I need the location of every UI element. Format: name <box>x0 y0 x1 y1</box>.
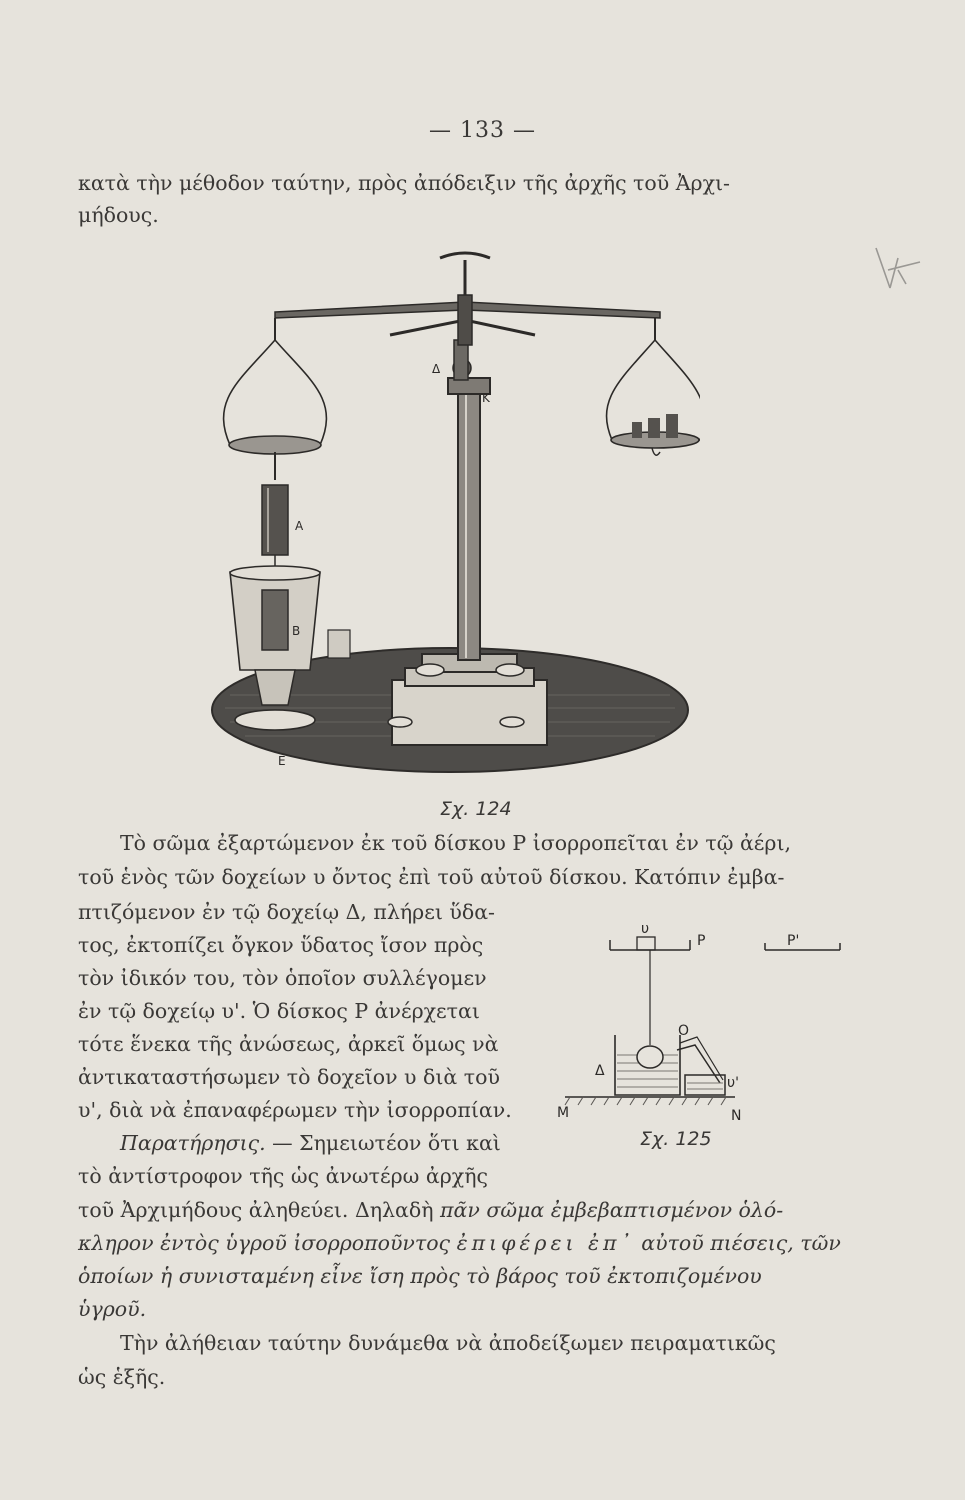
text-line: τοῦ ἑνὸς τῶν δοχείων υ ὄντος ἐπὶ τοῦ αὐτοῦ δίσκου. Κατόπιν ἐμβα- <box>78 865 785 889</box>
figure-label: A <box>295 519 304 533</box>
figure-label: Δ <box>595 1063 605 1079</box>
principle-text: αὐτοῦ πιέσεις, τῶν <box>634 1231 841 1255</box>
figure-label: P' <box>787 933 800 949</box>
figure-124-caption: Σχ. 124 <box>440 798 512 820</box>
text-line: τὸν ἰδικόν του, τὸν ὁποῖον συλλέγομεν <box>78 966 487 990</box>
figure-label: υ <box>641 921 650 937</box>
figure-label: υ' <box>727 1075 739 1091</box>
text-line: τὸ ἀντίστροφον τῆς ὡς ἀνωτέρω ἀρχῆς <box>78 1164 488 1188</box>
text-line: τος, ἐκτοπίζει ὄγκον ὕδατος ἴσον πρὸς <box>78 933 484 957</box>
principle-line: ὑγροῦ. <box>78 1297 147 1321</box>
page-number: — 133 — <box>429 118 536 143</box>
figure-label: M <box>557 1105 570 1121</box>
text-line: υ', διὰ νὰ ἐπαναφέρωμεν τὴν ἰσορροπίαν. <box>78 1098 512 1122</box>
remark-text: — Σημειωτέον ὅτι καὶ <box>265 1131 501 1155</box>
figure-label: O <box>678 1023 690 1039</box>
principle-spaced: ἐπιφέρει ἐπ᾽ <box>456 1231 635 1255</box>
text-line: ἐν τῷ δοχείῳ υ'. Ὁ δίσκος P ἀνέρχεται <box>78 999 480 1023</box>
figure-label: N <box>731 1108 742 1124</box>
text-line: κατὰ τὴν μέθοδον ταύτην, πρὸς ἀπόδειξιν τῆς ἀρχῆς τοῦ Ἀρχι- <box>78 171 730 195</box>
remark-label: Παρατήρησις. <box>120 1131 266 1155</box>
remark-line <box>120 1133 501 1154</box>
figure-label: Δ <box>432 362 441 376</box>
figure-label: E <box>278 754 286 768</box>
principle-italic: πᾶν σῶμα ἐμβεβαπτισμένον ὁλό- <box>440 1198 784 1222</box>
figure-124-balance <box>200 240 700 785</box>
figure-label: P <box>697 933 706 949</box>
text-line: πτιζόμενον ἐν τῷ δοχείῳ Δ, πλήρει ὕδα- <box>78 900 495 924</box>
figure-label: B <box>292 624 301 638</box>
text-line: Τὸ σῶμα ἐξαρτώμενον ἐκ τοῦ δίσκου P ἰσορροπεῖται ἐν τῷ ἀέρι, <box>120 831 792 855</box>
principle-text: κληρον ἐντὸς ὑγροῦ ἰσορροποῦντος <box>78 1231 457 1255</box>
figure-125-diagram <box>555 915 855 1130</box>
text-line: τότε ἕνεκα τῆς ἀνώσεως, ἀρκεῖ ὅμως νὰ <box>78 1032 499 1056</box>
text-line: ἀντικαταστήσωμεν τὸ δοχεῖον υ διὰ τοῦ <box>78 1065 500 1089</box>
text-line: Τὴν ἀλήθειαν ταύτην δυνάμεθα νὰ ἀποδείξωμεν πειραματικῶς <box>120 1331 776 1355</box>
figure-125-caption: Σχ. 125 <box>640 1128 712 1150</box>
text-line: μήδους. <box>78 203 159 227</box>
principle-text: τοῦ Ἀρχιμήδους ἀληθεύει. Δηλαδὴ <box>78 1198 441 1222</box>
pencil-mark-icon <box>868 240 928 295</box>
text-line: ὡς ἑξῆς. <box>78 1365 166 1389</box>
figure-label: K <box>482 391 490 405</box>
principle-line: ὁποίων ἡ συνισταμένη εἶνε ἴση πρὸς τὸ βάρος τοῦ ἐκτοπιζομένου <box>78 1264 762 1288</box>
principle-line <box>78 1200 783 1221</box>
principle-line <box>78 1233 841 1254</box>
